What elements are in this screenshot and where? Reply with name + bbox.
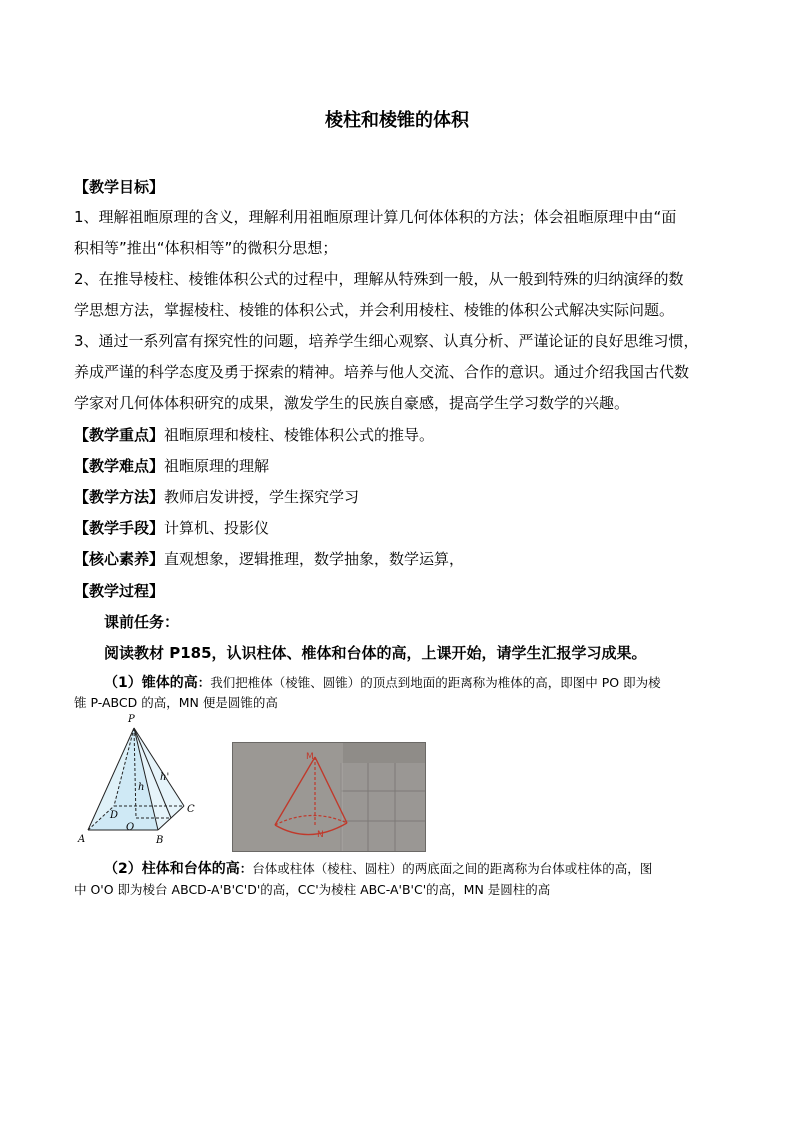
literacy-label: 【核心素养】 bbox=[74, 550, 165, 568]
objective-3-line-1: 3、通过一系列富有探究性的问题，培养学生细心观察、认真分析、严谨论证的良好思维习惯， bbox=[74, 332, 699, 350]
prism-height-line-1 bbox=[104, 858, 652, 878]
difficulty-label: 【教学难点】 bbox=[74, 457, 165, 475]
cone-height-line-1 bbox=[104, 672, 661, 692]
label-n: N bbox=[317, 830, 324, 840]
cone-height-colon: ： bbox=[197, 675, 211, 690]
label-p: P bbox=[128, 714, 135, 725]
method-row bbox=[74, 486, 359, 507]
cone-height-label: （1）锥体的高 bbox=[104, 675, 198, 691]
method-label: 【教学方法】 bbox=[74, 488, 165, 506]
key-point-label: 【教学重点】 bbox=[74, 426, 165, 444]
prism-height-colon: ： bbox=[239, 861, 253, 876]
pre-task-label: 课前任务： bbox=[104, 613, 180, 631]
label-c: C bbox=[187, 804, 195, 815]
difficulty-row bbox=[74, 455, 269, 476]
key-point-text: 祖暅原理和棱柱、棱锥体积公式的推导。 bbox=[164, 426, 435, 444]
objectives-heading: 【教学目标】 bbox=[74, 178, 165, 196]
label-h-prime: h' bbox=[160, 772, 170, 783]
prism-height-text-1: 台体或柱体（棱柱、圆柱）的两底面之间的距离称为台体或柱体的高，图 bbox=[252, 861, 653, 876]
label-d: D bbox=[110, 810, 119, 821]
cone-height-text-1: 我们把椎体（棱锥、圆锥）的顶点到地面的距离称为椎体的高，即图中 PO 即为棱 bbox=[210, 675, 661, 690]
tools-label: 【教学手段】 bbox=[74, 519, 165, 537]
objective-1-line-2: 积相等”推出“体积相等”的微积分思想； bbox=[74, 239, 338, 257]
cone-sketch bbox=[233, 743, 425, 851]
objective-2-line-2: 学思想方法，掌握棱柱、棱锥的体积公式，并会利用棱柱、棱锥的体积公式解决实际问题。 bbox=[74, 301, 675, 319]
difficulty-text: 祖暅原理的理解 bbox=[164, 457, 270, 475]
literacy-text: 直观想象，逻辑推理，数学抽象，数学运算， bbox=[164, 550, 465, 568]
label-a: A bbox=[78, 834, 86, 845]
label-h: h bbox=[138, 782, 145, 793]
key-point-row bbox=[74, 424, 434, 445]
page-title: 棱柱和棱锥的体积 bbox=[325, 110, 469, 131]
method-text: 教师启发讲授，学生探究学习 bbox=[164, 488, 360, 506]
label-m: M bbox=[306, 752, 314, 762]
literacy-row bbox=[74, 548, 464, 569]
cone-height-line-2: 锥 P-ABCD 的高，MN 便是圆锥的高 bbox=[74, 695, 278, 710]
pyramid-figure bbox=[76, 712, 216, 850]
label-o: O bbox=[126, 822, 135, 833]
cone-photo bbox=[232, 742, 426, 852]
prism-height-line-2: 中 O'O 即为棱台 ABCD-A'B'C'D'的高，CC'为棱柱 ABC-A'B'C'的高，MN 是圆柱的高 bbox=[74, 882, 551, 897]
tools-text: 计算机、投影仪 bbox=[164, 519, 270, 537]
objective-2-line-1: 2、在推导棱柱、棱锥体积公式的过程中，理解从特殊到一般，从一般到特殊的归纳演绎的数 bbox=[74, 270, 684, 288]
tools-row bbox=[74, 517, 269, 538]
objective-3-line-2: 养成严谨的科学态度及勇于探索的精神。培养与他人交流、合作的意识。通过介绍我国古代数 bbox=[74, 363, 690, 381]
label-b: B bbox=[156, 835, 164, 846]
prism-height-label: （2）柱体和台体的高 bbox=[104, 861, 240, 877]
reading-task: 阅读教材 P185，认识柱体、椎体和台体的高，上课开始，请学生汇报学习成果。 bbox=[104, 644, 647, 662]
process-heading: 【教学过程】 bbox=[74, 582, 165, 600]
objective-3-line-3: 学家对几何体体积研究的成果，激发学生的民族自豪感，提高学生学习数学的兴趣。 bbox=[74, 394, 630, 412]
objective-1-line-1: 1、理解祖暅原理的含义，理解利用祖暅原理计算几何体体积的方法；体会祖暅原理中由“面 bbox=[74, 208, 677, 226]
